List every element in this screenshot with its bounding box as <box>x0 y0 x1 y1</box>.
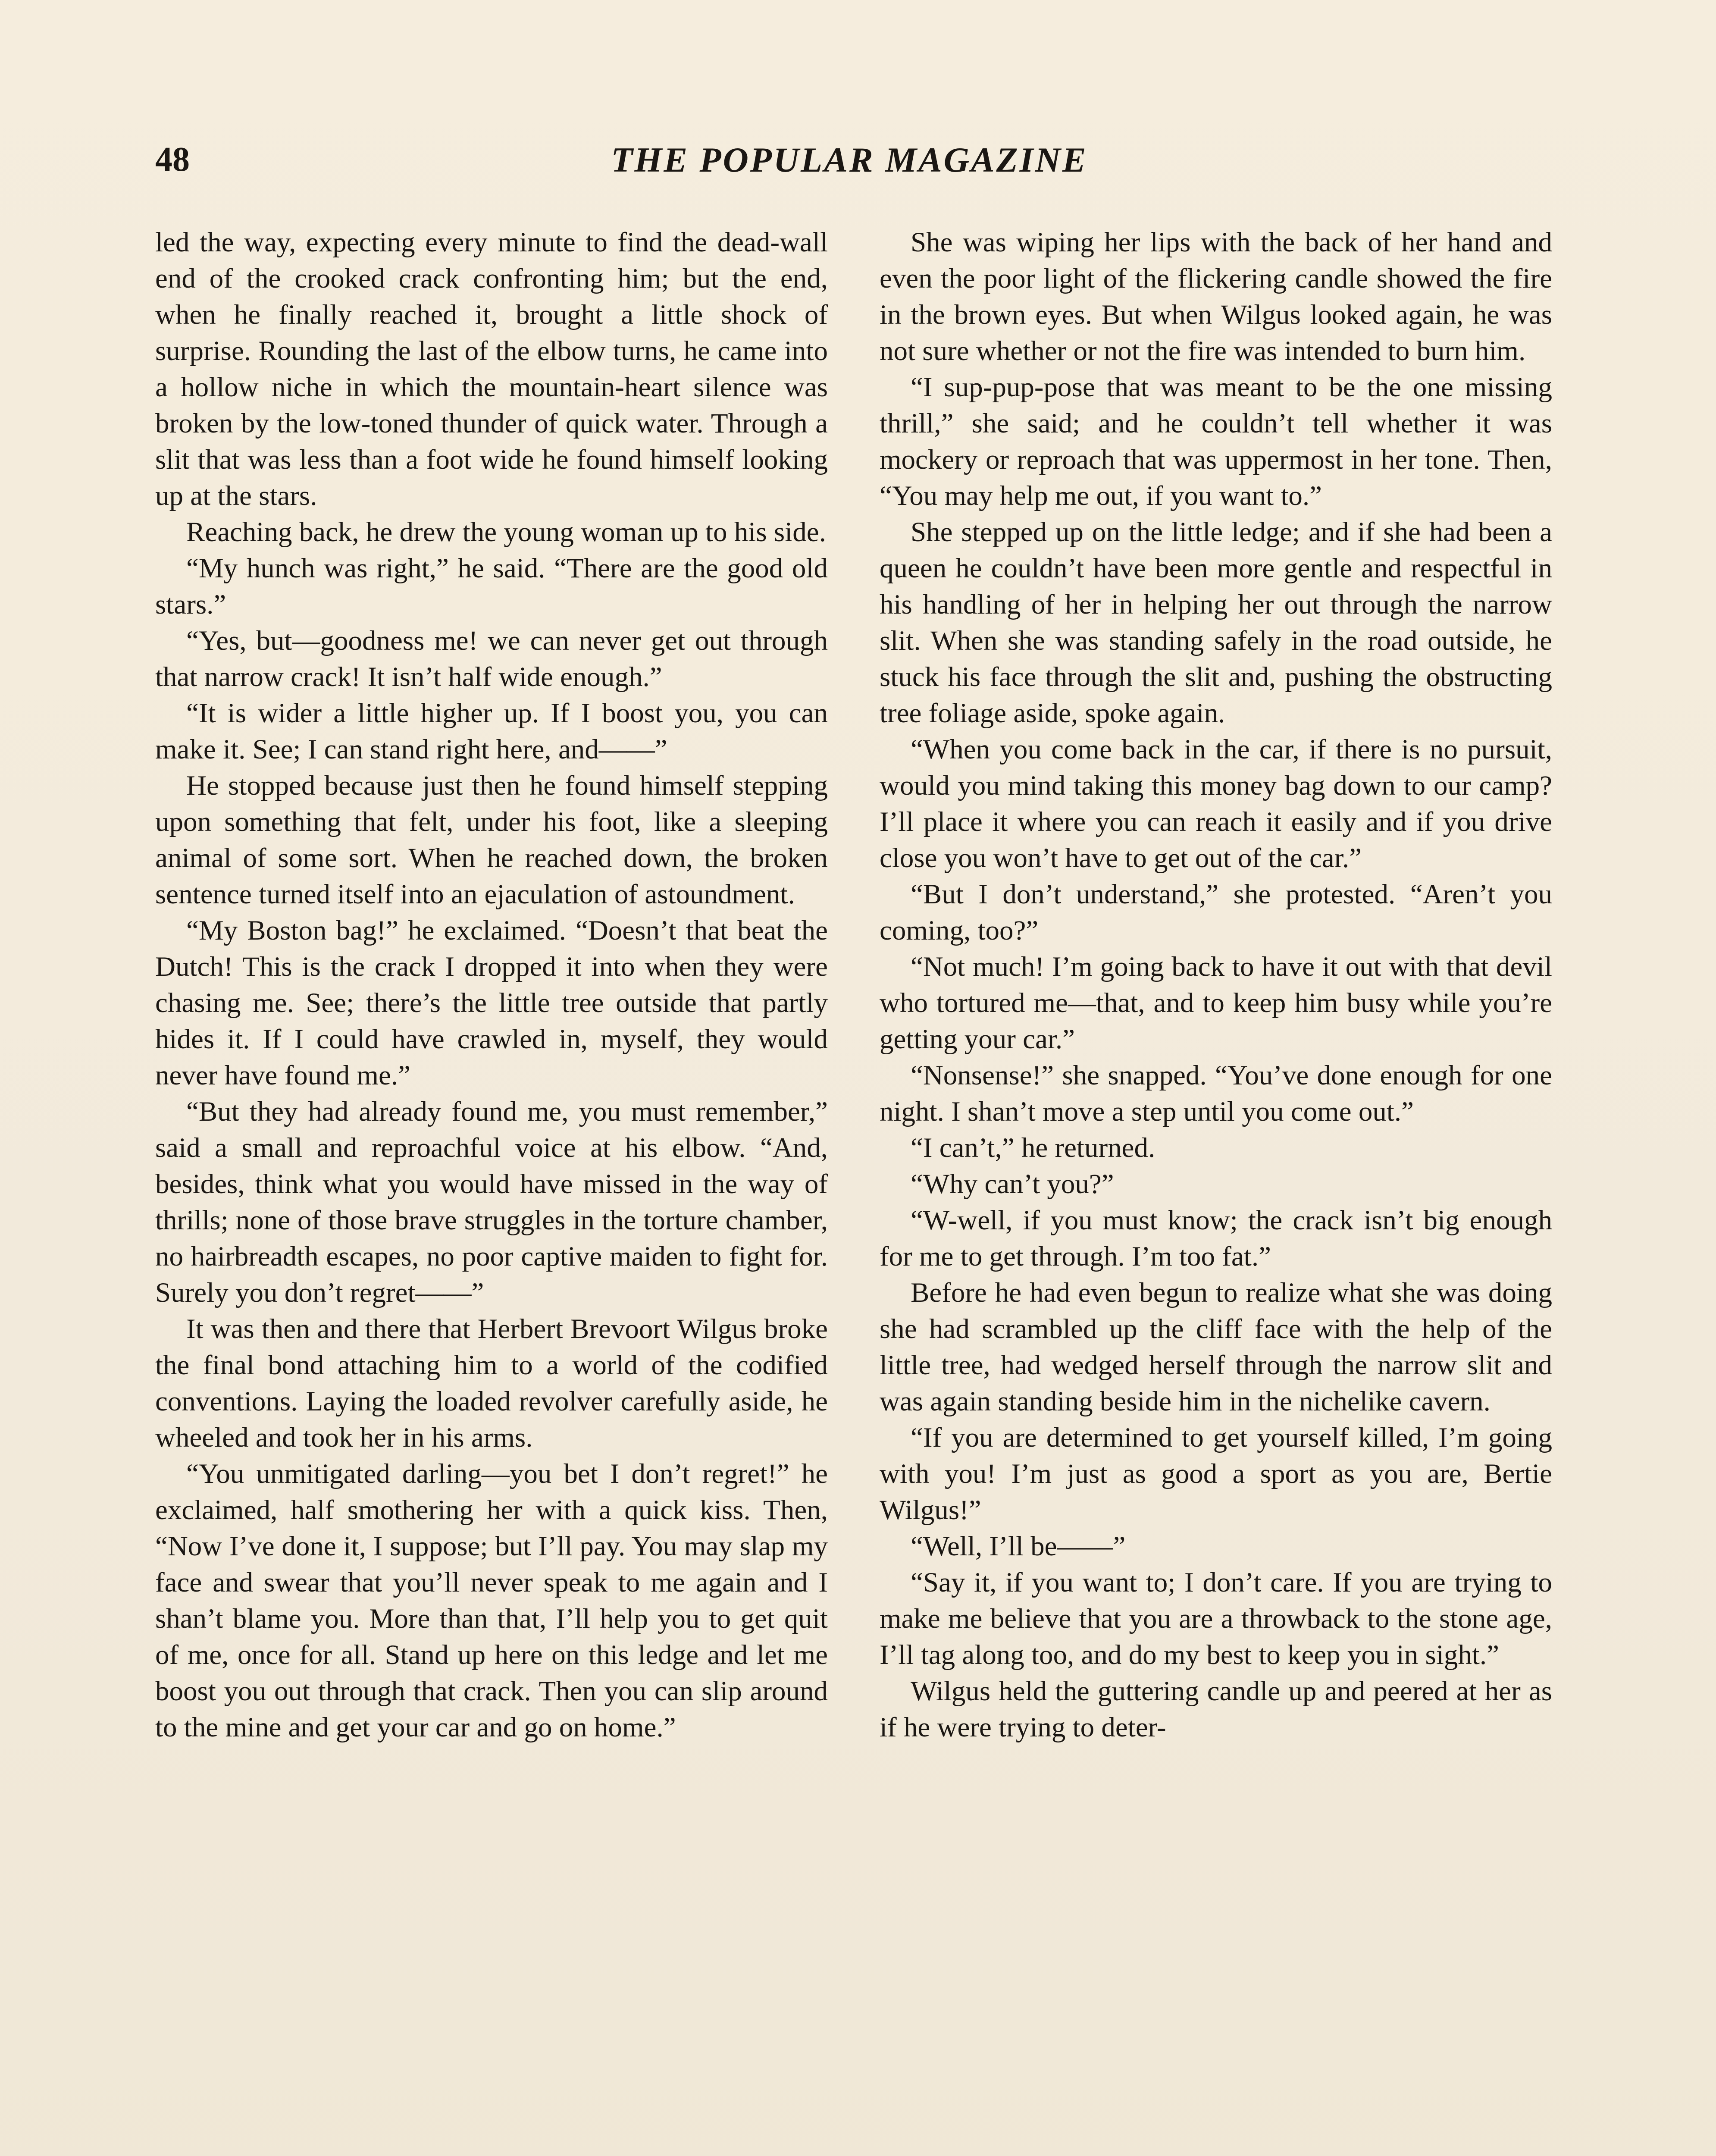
paragraph: “Say it, if you want to; I don’t care. If you are trying to make me believe that you are a throwback to the stone age, I’ll tag along too, and do my best to keep you in sight.” <box>880 1567 1552 1670</box>
paragraph: “My Boston bag!” he exclaimed. “Doesn’t that beat the Dutch! This is the crack I dropped it into when they were chasing me. See; there’s the little tree outside that partly hides it. If I could have crawled in, myself, they would never have found me.” <box>155 915 828 1091</box>
paragraph: “Nonsense!” she snapped. “You’ve done enough for one night. I shan’t move a step until you come out.” <box>880 1060 1552 1127</box>
paragraph: “I sup-pup-pose that was meant to be the one missing thrill,” she said; and he couldn’t tell whether it was mockery or reproach that was uppermost in her tone. Then, “You may help me out, if you want to.” <box>880 372 1552 511</box>
paragraph: “If you are determined to get yourself killed, I’m going with you! I’m just as good a sport as you are, Bertie Wilgus!” <box>880 1422 1552 1526</box>
paragraph: She was wiping her lips with the back of her hand and even the poor light of the flickering candle showed the fire in the brown eyes. But when Wilgus looked again, he was not sure whether or not the fire was intended to burn him. <box>880 227 1552 367</box>
paragraph: “When you come back in the car, if there is no pursuit, would you mind taking this money bag down to our camp? I’ll place it where you can reach it easily and if you drive close you won’t have to get out of the car.” <box>880 734 1552 874</box>
paragraph: “But I don’t understand,” she protested. “Aren’t you coming, too?” <box>880 879 1552 946</box>
left-text-column <box>155 224 828 1745</box>
paragraph: Wilgus held the guttering candle up and peered at her as if he were trying to deter- <box>880 1676 1552 1743</box>
paragraph: “Well, I’ll be——” <box>911 1531 1126 1562</box>
paragraph: led the way, expecting every minute to find the dead-wall end of the crooked crack confronting him; but the end, when he finally reached it, brought a little shock of surprise. Rounding the last of the elbow turns, he came into a hollow niche in which the mountain-heart silence was broken by the low-toned thunder of quick water. Through a slit that was less than a foot wide he found himself looking up at the stars. <box>155 227 828 511</box>
page-header <box>155 142 1544 203</box>
paragraph: “Not much! I’m going back to have it out with that devil who tortured me—that, and to keep him busy while you’re getting your car.” <box>880 951 1552 1055</box>
right-text-column <box>880 224 1552 1745</box>
paragraph: “I can’t,” he returned. <box>911 1132 1155 1163</box>
paragraph: She stepped up on the little ledge; and if she had been a queen he couldn’t have been more gentle and respectful in his handling of her in helping her out through the narrow slit. When she was standing safely in the road outside, he stuck his face through the slit and, pushing the obstructing tree foliage aside, spoke again. <box>880 517 1552 729</box>
paragraph: “But they had already found me, you must remember,” said a small and reproachful voice at his elbow. “And, besides, think what you would have missed in the way of thrills; none of those brave struggles in the torture chamber, no hairbreadth escapes, no poor captive maiden to fight for. Surely you don’t regret——” <box>155 1096 828 1308</box>
paragraph: “My hunch was right,” he said. “There are the good old stars.” <box>155 553 828 620</box>
running-head-title: THE POPULAR MAGAZINE <box>611 140 1088 179</box>
paragraph: He stopped because just then he found himself stepping upon something that felt, under his foot, like a sleeping animal of some sort. When he reached down, the broken sentence turned itself into an ejaculation of astoundment. <box>155 770 828 910</box>
paragraph: “You unmitigated darling—you bet I don’t regret!” he exclaimed, half smothering her with a quick kiss. Then, “Now I’ve done it, I suppose; but I’ll pay. You may slap my face and swear that you’ll never speak to me again and I shan’t blame you. More than that, I’ll help you to get quit of me, once for all. Stand up here on this ledge and let me boost you out through that crack. Then you can slip around to the mine and get your car and go on home.” <box>155 1458 828 1743</box>
page-number: 48 <box>155 141 190 179</box>
paragraph: Before he had even begun to realize what she was doing she had scrambled up the cliff face with the help of the little tree, had wedged herself through the narrow slit and was again standing beside him in the nichelike cavern. <box>880 1277 1552 1417</box>
paragraph: It was then and there that Herbert Brevoort Wilgus broke the final bond attaching him to a world of the codified conventions. Laying the loaded revolver carefully aside, he wheeled and took her in his arms. <box>155 1313 828 1453</box>
paragraph: “Yes, but—goodness me! we can never get out through that narrow crack! It isn’t half wide enough.” <box>155 625 828 693</box>
paragraph: “It is wider a little higher up. If I boost you, you can make it. See; I can stand right here, and——” <box>155 698 828 765</box>
paragraph: “Why can’t you?” <box>911 1169 1114 1200</box>
paragraph: “W-well, if you must know; the crack isn’t big enough for me to get through. I’m too fat.” <box>880 1205 1552 1272</box>
paragraph: Reaching back, he drew the young woman up to his side. <box>186 517 826 548</box>
